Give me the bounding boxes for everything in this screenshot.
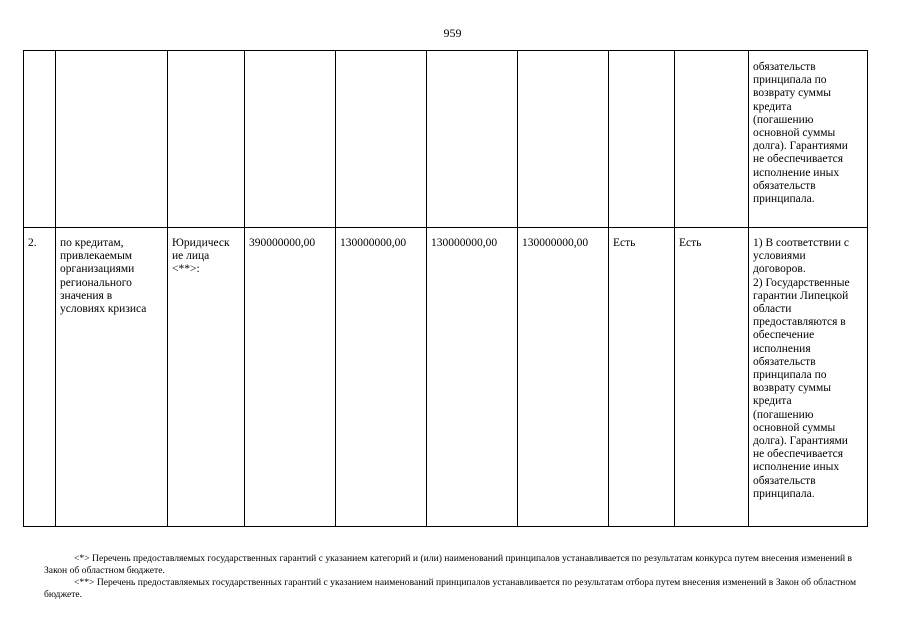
table-row-continuation [24,51,868,228]
footnote: <**> Перечень предоставляемых государственных гарантий с указанием наименований принципалов устанавливается по результатам отбора путем внесения изменений в Закон об областном бюджете. [44,577,857,600]
cell-regress-right [609,51,675,228]
cell-amount-year-3 [518,51,609,228]
cell-total-amount [245,51,336,228]
cell-other-conditions: 1) В соответствии с условиями договоров. 2) Государственные гарантии Липецкой области предоставляются в обеспечение исполнения обязательств принципала по возврату суммы кредита (погашению основной суммы долга). Гарантиями не обеспечивается исполнение иных обязательств принципала. [749,228,868,527]
table-row [24,228,868,527]
cell-regress-right: Есть [609,228,675,527]
cell-purpose: по кредитам, привлекаемым организациями регионального значения в условиях кризиса [56,228,168,527]
cell-amount-year-3: 130000000,00 [518,228,609,527]
cell-amount-year-2 [427,51,518,228]
footnotes [44,553,864,601]
cell-amount-year-1: 130000000,00 [336,228,427,527]
footnote: <*> Перечень предоставляемых государственных гарантий с указанием категорий и (или) наименований принципалов устанавливается по результатам конкурса путем внесения изменений в Закон об областном бюджете. [44,553,853,576]
cell-principal-category: Юридическ ие лица <**>: [168,228,245,527]
cell-solvency-check [675,51,749,228]
cell-number [24,51,56,228]
cell-amount-year-2: 130000000,00 [427,228,518,527]
cell-purpose [56,51,168,228]
cell-number: 2. [24,228,56,527]
guarantees-table [23,50,868,527]
cell-principal-category [168,51,245,228]
cell-total-amount: 390000000,00 [245,228,336,527]
cell-other-conditions: обязательств принципала по возврату суммы кредита (погашению основной суммы долга). Гарантиями не обеспечивается исполнение иных обязательств принципала. [749,51,868,228]
cell-amount-year-1 [336,51,427,228]
cell-solvency-check: Есть [675,228,749,527]
page-number: 959 [443,26,462,40]
